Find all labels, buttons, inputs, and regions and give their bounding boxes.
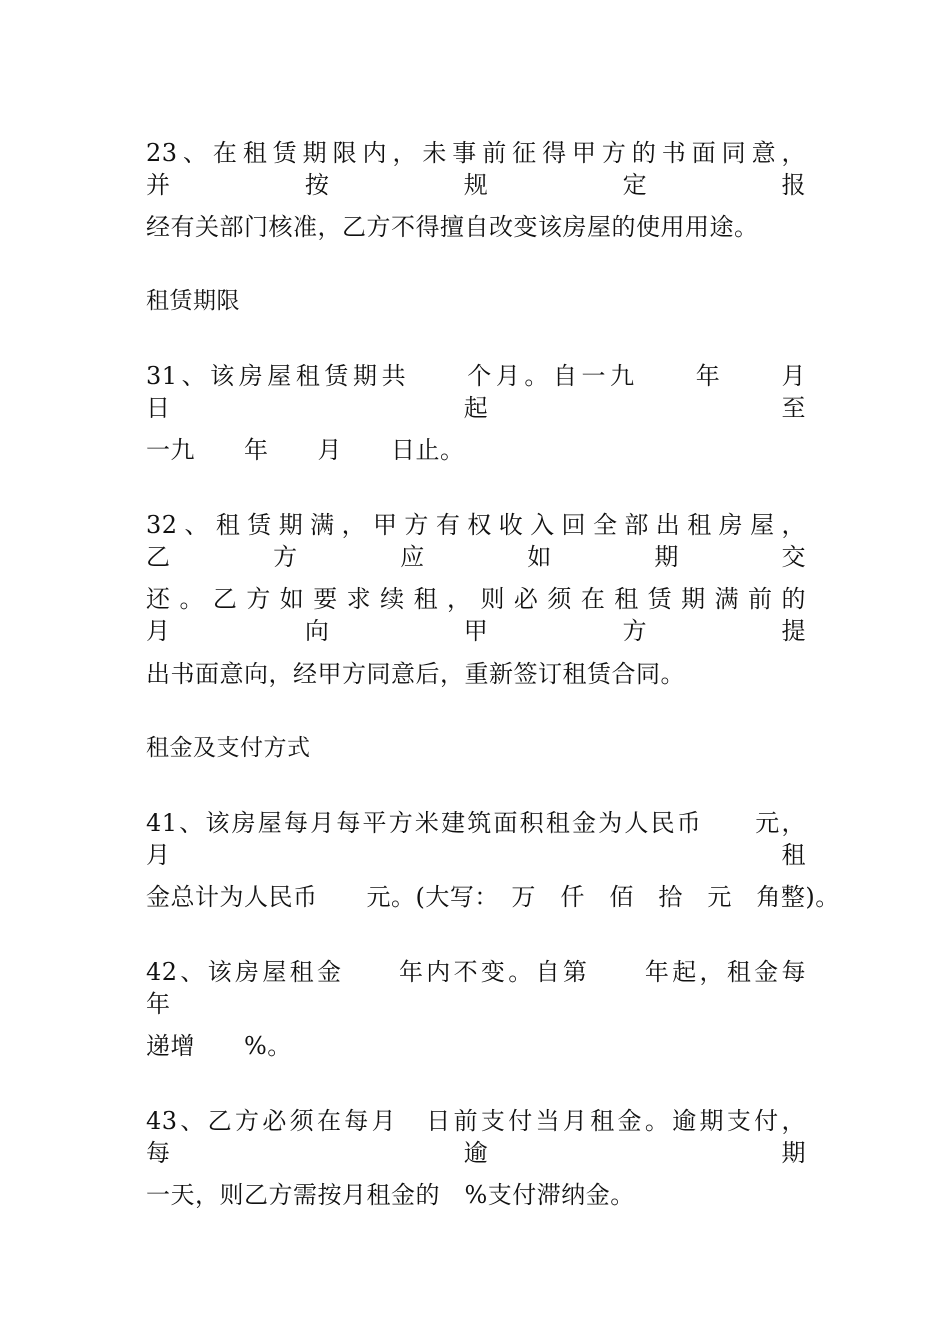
section-heading-rent-payment: 租金及支付方式 (146, 735, 311, 761)
clause-42-line-1: 42、该房屋租金 年内不变。自第 年起，租金每 年 (146, 958, 855, 1018)
clause-32-line-2: 还。乙方如要求续租，则必须在租赁期满前的 月向甲方提 (146, 585, 855, 645)
section-heading-lease-term: 租赁期限 (146, 288, 240, 314)
clause-42-line-2: 递增 %。 (146, 1032, 292, 1060)
clause-23-line-2: 经有关部门核准，乙方不得擅自改变该房屋的使用用途。 (146, 213, 759, 241)
clause-31-line-1: 31、该房屋租赁期共 个月。自一九 年 月 日起至 (146, 362, 855, 422)
clause-41-line-2: 金总计为人民币 元。(大写： 万 仟 佰 拾 元 角整)。 (146, 883, 840, 911)
clause-31-line-2: 一九 年 月 日止。 (146, 436, 465, 464)
clause-41-line-1: 41、该房屋每月每平方米建筑面积租金为人民币 元，月租 (146, 809, 806, 869)
clause-32-line-1: 32、租赁期满，甲方有权收入回全部出租房屋，乙方应如期交 (146, 511, 806, 571)
clause-43-line-1: 43、乙方必须在每月 日前支付当月租金。逾期支付，每逾期 (146, 1107, 806, 1167)
clause-32-line-3: 出书面意向，经甲方同意后，重新签订租赁合同。 (146, 660, 685, 688)
clause-43-line-2: 一天，则乙方需按月租金的 %支付滞纳金。 (146, 1181, 635, 1209)
clause-23-line-1: 23、在租赁期限内，未事前征得甲方的书面同意，并按规定报 (146, 139, 806, 199)
